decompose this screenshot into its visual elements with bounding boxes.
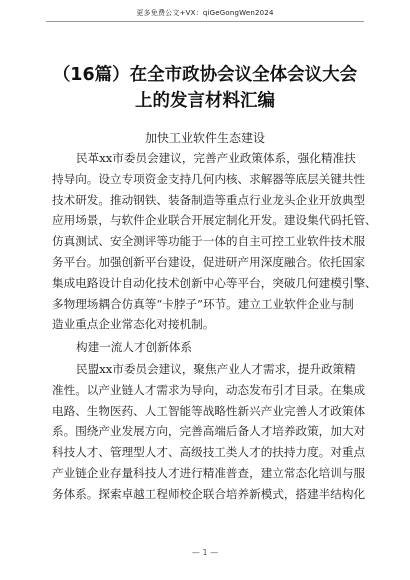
document-title — [40, 62, 370, 114]
paragraph-line: 系。围绕产业发展方向，完善高端后备人才培养政策，加大对 — [52, 424, 366, 439]
sub-heading: 构建一流人才创新体系 — [76, 340, 192, 354]
document-title-line: 上的发言材料汇编 — [135, 91, 275, 111]
header-divider — [46, 21, 364, 22]
paragraph-line: 科技人才、管理型人才、高级技工类人才的扶持力度。对重点 — [52, 445, 366, 460]
paragraph-line: 电路、生物医药、人工智能等战略性新兴产业完善人才政策体 — [52, 403, 366, 418]
page-number: — 1 — — [191, 548, 219, 557]
paragraph-line: 务平台。加强创新平台建设，促进研产用深度融合。依托国家 — [52, 254, 366, 269]
paragraph-line: 造业重点企业常态化对接机制。 — [52, 317, 215, 332]
paragraph-line: 集成电路设计自动化技术创新中心等平台，突破几何建模引擎、 — [52, 275, 377, 290]
paragraph-1 — [52, 148, 377, 335]
paragraph-line: 多物理场耦合仿真等“卡脖子”环节。建立工业软件企业与制 — [52, 296, 354, 311]
paragraph-line: 务体系。探索卓越工程师校企联合培养新模式，搭建半结构化 — [52, 486, 366, 501]
header-note: 更多免费公文+VX：qiGeGongWen2024 — [136, 9, 274, 17]
paragraph-line: 持导向。设立专项资金支持几何内核、求解器等底层关键共性 — [52, 171, 366, 186]
document-title-line: （16篇）在全市政协会议全体会议大会 — [52, 65, 358, 85]
paragraph-2 — [52, 359, 366, 505]
paragraph-line: 准性。以产业链人才需求为导向，动态发布引才目录。在集成 — [52, 382, 366, 397]
paragraph-line: 产业链企业存量科技人才进行精准普查，建立常态化培训与服 — [52, 465, 366, 480]
paragraph-line: 民盟xx市委员会建议，聚焦产业人才需求，提升政策精 — [76, 362, 356, 376]
paragraph-line: 仿真测试、安全测评等功能于一体的自主可控工业软件技术服 — [52, 234, 366, 249]
paragraph-line: 民革xx市委员会建议，完善产业政策体系，强化精准扶 — [76, 151, 356, 165]
article-heading: 加快工业软件生态建设 — [144, 131, 265, 145]
paragraph-line: 技术研发。推动钢铁、装备制造等重点行业龙头企业开放典型 — [52, 192, 366, 207]
paragraph-line: 应用场景，与软件企业联合开展定制化开发。建设集代码托管、 — [52, 213, 377, 228]
